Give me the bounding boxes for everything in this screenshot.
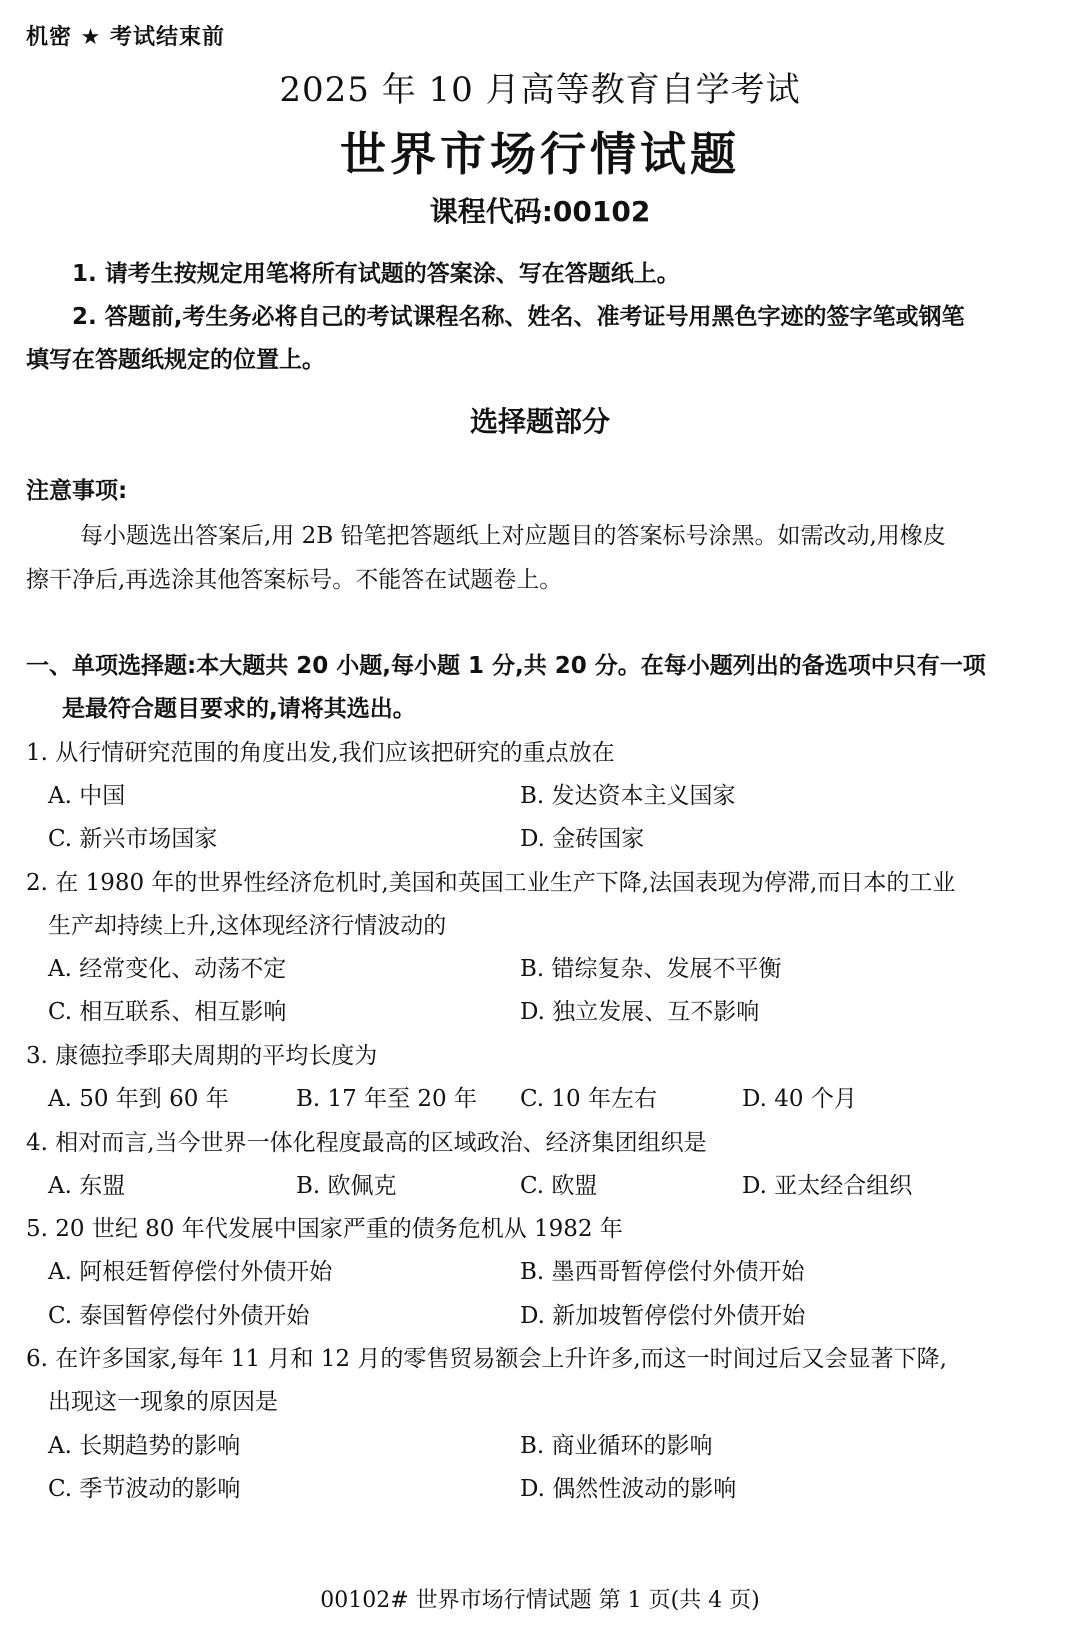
option: A. 长期趋势的影响	[48, 1433, 241, 1459]
option: A. 阿根廷暂停偿付外债开始	[48, 1259, 333, 1285]
option: D. 偶然性波动的影响	[520, 1476, 737, 1502]
question-stem: 3. 康德拉季耶夫周期的平均长度为	[26, 1043, 378, 1069]
question-stem-cont: 出现这一现象的原因是	[48, 1389, 278, 1415]
option: D. 独立发展、互不影响	[520, 999, 760, 1025]
option: A. 经常变化、动荡不定	[48, 956, 287, 982]
instruction-2: 2. 答题前,考生务必将自己的考试课程名称、姓名、准考证号用黑色字迹的签字笔或钢笔	[72, 304, 965, 330]
instruction-2-cont: 填写在答题纸规定的位置上。	[26, 347, 325, 373]
option: B. 欧佩克	[296, 1173, 397, 1199]
option: B. 错综复杂、发展不平衡	[520, 956, 782, 982]
notes-text: 每小题选出答案后,用 2B 铅笔把答题纸上对应题目的答案标号涂黑。如需改动,用橡皮	[80, 523, 946, 549]
part-heading: 一、单项选择题:本大题共 20 小题,每小题 1 分,共 20 分。在每小题列出的备选项中只有一项	[26, 653, 986, 679]
course-code: 课程代码:00102	[429, 195, 651, 228]
page-footer: 00102# 世界市场行情试题 第 1 页(共 4 页)	[320, 1588, 760, 1613]
option: C. 泰国暂停偿付外债开始	[48, 1303, 310, 1329]
option: B. 发达资本主义国家	[520, 783, 736, 809]
option: D. 亚太经合组织	[742, 1173, 913, 1199]
instruction-1: 1. 请考生按规定用笔将所有试题的答案涂、写在答题纸上。	[72, 261, 680, 287]
option: C. 季节波动的影响	[48, 1476, 241, 1502]
notes-label: 注意事项:	[26, 478, 128, 504]
option: B. 墨西哥暂停偿付外债开始	[520, 1259, 805, 1285]
option: A. 东盟	[48, 1173, 126, 1199]
option: D. 40 个月	[742, 1086, 857, 1112]
option: B. 17 年至 20 年	[296, 1086, 477, 1112]
notes-text-cont: 擦干净后,再选涂其他答案标号。不能答在试题卷上。	[26, 567, 563, 593]
question-stem: 2. 在 1980 年的世界性经济危机时,美国和英国工业生产下降,法国表现为停滞,而日本的工业	[26, 870, 956, 896]
section-heading: 选择题部分	[469, 405, 610, 438]
option: C. 欧盟	[520, 1173, 598, 1199]
question-stem: 5. 20 世纪 80 年代发展中国家严重的债务危机从 1982 年	[26, 1216, 623, 1242]
option: A. 50 年到 60 年	[48, 1086, 229, 1112]
question-stem: 4. 相对而言,当今世界一体化程度最高的区域政治、经济集团组织是	[26, 1130, 707, 1156]
option: A. 中国	[48, 783, 126, 809]
option: D. 新加坡暂停偿付外债开始	[520, 1303, 806, 1329]
option: C. 10 年左右	[520, 1086, 657, 1112]
option: C. 相互联系、相互影响	[48, 999, 287, 1025]
option: B. 商业循环的影响	[520, 1433, 713, 1459]
question-stem-cont: 生产却持续上升,这体现经济行情波动的	[48, 913, 447, 939]
question-stem: 1. 从行情研究范围的角度出发,我们应该把研究的重点放在	[26, 740, 615, 766]
option: C. 新兴市场国家	[48, 826, 218, 852]
confidential-label: 机密 ★ 考试结束前	[26, 25, 226, 50]
option: D. 金砖国家	[520, 826, 645, 852]
question-stem: 6. 在许多国家,每年 11 月和 12 月的零售贸易额会上升许多,而这一时间过后又会显著下降,	[26, 1346, 947, 1372]
part-heading-cont: 是最符合题目要求的,请将其选出。	[62, 696, 416, 722]
page-title: 世界市场行情试题	[340, 127, 740, 181]
exam-session: 2025 年 10 月高等教育自学考试	[279, 70, 801, 110]
